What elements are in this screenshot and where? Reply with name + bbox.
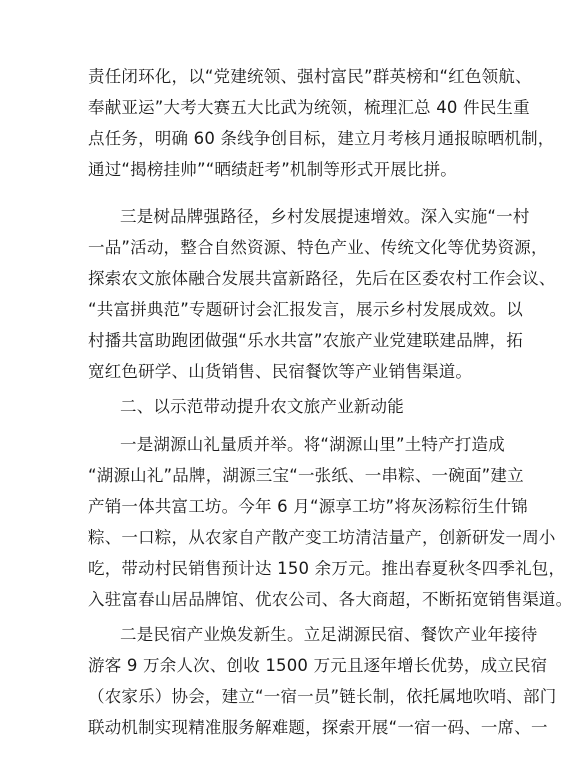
text-line: 宽红色研学、山货销售、民宿餐饮等产业销售渠道。 — [88, 362, 473, 381]
section-heading: 二、以示范带动提升农文旅产业新动能 — [120, 397, 404, 416]
text-line: 联动机制实现精准服务解难题，探索开展“一宿一码、一席、一 — [88, 718, 548, 737]
text-line: 点任务，明确 60 条线争创目标，建立月考核月通报晾晒机制， — [88, 129, 555, 148]
text-line: 探索农文旅体融合发展共富新路径，先后在区委农村工作会议、 — [88, 269, 556, 288]
text-line: 责任闭环化，以“党建统领、强村富民”群英榜和“红色领航、 — [88, 67, 532, 86]
text-line: （农家乐）协会，建立“一宿一员”链长制，依托属地吹哨、部门 — [88, 687, 557, 706]
text-line: 三是树品牌强路径，乡村发展提速增效。深入实施“一村 — [120, 207, 530, 226]
text-line: 二是民宿产业焕发新生。立足湖源民宿、餐饮产业年接待 — [120, 625, 538, 644]
text-line: 一品”活动，整合自然资源、特色产业、传统文化等优势资源， — [88, 238, 548, 257]
text-line: 产销一体共富工坊。今年 6 月“源享工坊”将灰汤粽衍生什锦 — [88, 497, 528, 516]
text-line: 村播共富助跑团做强“乐水共富”农旅产业党建联建品牌，拓 — [88, 331, 523, 350]
text-line: 入驻富春山居品牌馆、优农公司、各大商超，不断拓宽销售渠道。 — [88, 590, 573, 609]
text-line: 游客 9 万余人次、创收 1500 万元且逐年增长优势，成立民宿 — [88, 656, 548, 675]
text-line: “共富拼典范”专题研讨会汇报发言，展示乡村发展成效。以 — [88, 300, 523, 319]
text-line: 奉献亚运”大考大赛五大比武为统领，梳理汇总 40 件民生重 — [88, 98, 530, 117]
text-line: 一是湖源山礼量质并举。将“湖源山里”土特产打造成 — [120, 435, 505, 454]
text-line: 粽、一口粽，从农家自产散产变工坊清洁量产，创新研发一周小 — [88, 528, 556, 547]
text-line: 吃，带动村民销售预计达 150 余万元。推出春夏秋冬四季礼包， — [88, 559, 566, 578]
text-line: “湖源山礼”品牌，湖源三宝“一张纸、一串粽、一碗面”建立 — [88, 466, 524, 485]
text-line: 通过“揭榜挂帅”“晒绩赶考”机制等形式开展比拼。 — [88, 160, 457, 179]
